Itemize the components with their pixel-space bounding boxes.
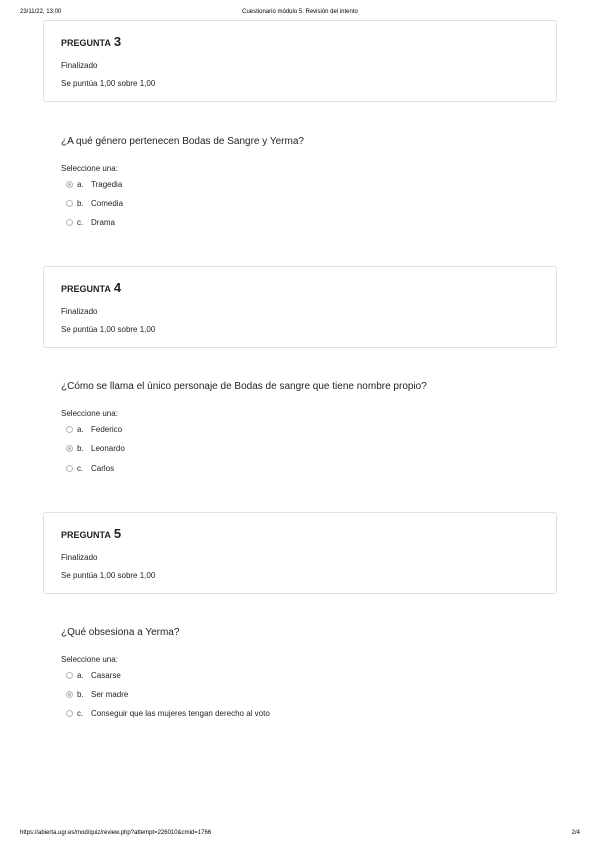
option-text: Casarse [91,670,121,680]
print-page-number: 2/4 [571,830,580,836]
option-text: Tragedia [91,179,123,189]
question-title [61,280,121,295]
answer-option[interactable] [66,216,115,228]
print-footer [20,830,580,840]
option-text: Comedia [91,198,124,208]
question-label: PREGUNTA [61,530,111,540]
option-letter: a. [77,670,84,680]
print-datetime: 23/11/22, 13:00 [20,9,62,15]
answer-prompt: Seleccione una: [61,655,118,664]
question-grade: Se puntúa 1,00 sobre 1,00 [61,325,156,334]
option-letter: a. [77,179,84,189]
option-letter: a. [77,424,84,434]
question-text: ¿Cómo se llama el único personaje de Bodas de sangre que tiene nombre propio? [61,381,427,392]
question-label: PREGUNTA [61,38,111,48]
radio-icon[interactable] [66,465,73,472]
option-letter: c. [77,463,84,473]
radio-icon[interactable] [66,219,73,226]
question-number: 4 [113,280,122,295]
question-title [61,526,121,541]
option-text: Leonardo [91,443,125,453]
question-label: PREGUNTA [61,284,111,294]
question-info-card [43,512,557,594]
question-text: ¿A qué género pertenecen Bodas de Sangre y Yerma? [61,136,304,147]
question-text: ¿Qué obsesiona a Yerma? [61,627,180,638]
question-state: Finalizado [61,553,98,562]
answer-option[interactable] [66,178,122,190]
option-text: Federico [91,424,123,434]
answer-option[interactable] [66,462,114,474]
option-letter: b. [77,443,84,453]
question-title [61,34,121,49]
question-grade: Se puntúa 1,00 sobre 1,00 [61,571,156,580]
radio-icon[interactable] [66,426,73,433]
question-number: 3 [113,34,122,49]
radio-checked-icon[interactable] [66,691,73,698]
option-letter: b. [77,198,84,208]
option-letter: c. [77,217,84,227]
option-text: Drama [91,217,116,227]
question-info-card [43,266,557,348]
option-letter: b. [77,689,84,699]
print-header [20,9,580,19]
answer-option[interactable] [66,669,121,681]
question-grade: Se puntúa 1,00 sobre 1,00 [61,79,156,88]
answer-option[interactable] [66,707,270,719]
print-title: Cuestionario módulo 5: Revisión del intento [242,9,358,15]
radio-icon[interactable] [66,200,73,207]
answer-option[interactable] [66,442,125,454]
answer-option[interactable] [66,423,122,435]
answer-option[interactable] [66,197,123,209]
option-text: Carlos [91,463,115,473]
answer-option[interactable] [66,688,128,700]
question-number: 5 [113,526,122,541]
option-text: Conseguir que las mujeres tengan derecho al voto [91,708,270,718]
option-letter: c. [77,708,84,718]
answer-prompt: Seleccione una: [61,409,118,418]
radio-icon[interactable] [66,710,73,717]
radio-checked-icon[interactable] [66,181,73,188]
answer-prompt: Seleccione una: [61,164,118,173]
question-info-card [43,20,557,102]
option-text: Ser madre [91,689,129,699]
question-state: Finalizado [61,61,98,70]
radio-icon[interactable] [66,672,73,679]
print-url: https://abierta.ugr.es/mod/quiz/review.php?attempt=226010&cmid=1766 [20,830,212,836]
question-state: Finalizado [61,307,98,316]
radio-checked-icon[interactable] [66,445,73,452]
